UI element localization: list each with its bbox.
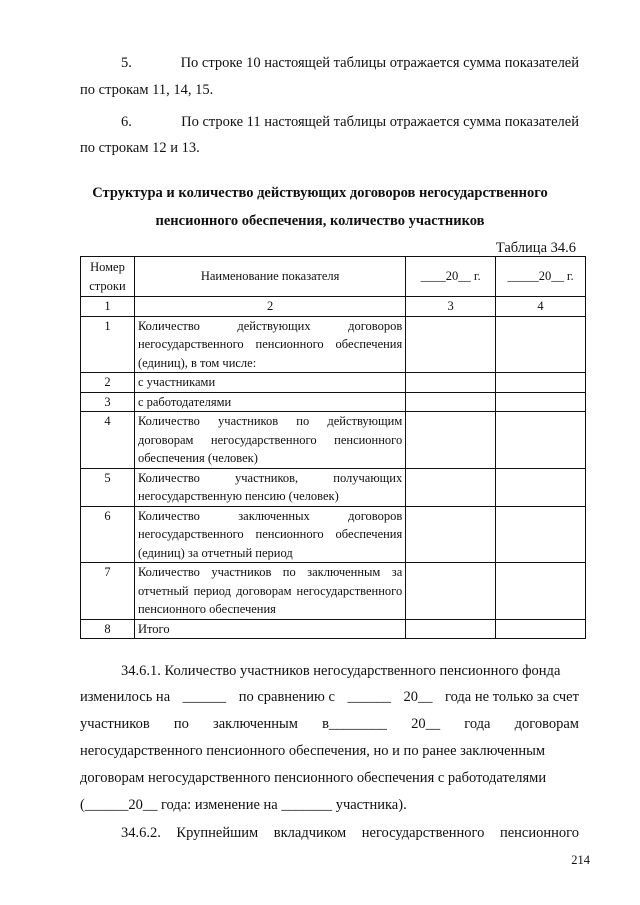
para-text: негосударственного пенсионного обеспечения, но и по ранее заключенным [80,743,546,759]
row-value-year-2 [496,316,586,373]
para-text: 34.6.1. Количество участников негосударственного пенсионного фонда [121,663,561,679]
row-value-year-1 [406,506,496,563]
table-header-row [81,257,586,297]
row-number: 6 [81,506,135,563]
row-indicator: Количество участников по действующим договорам негосударственного пенсионного обеспечения (человек) [134,412,405,469]
row-value-year-1 [406,373,496,393]
row-number: 8 [81,619,135,639]
paragraph-5-line1 [121,53,579,73]
paragraph-text: По строке 10 настоящей таблицы отражается сумма показателей [180,55,579,71]
para-3461-line4 [80,741,579,761]
year-blank: 20__ [411,716,441,732]
table-row [81,392,586,412]
para-text: договорам негосударственного пенсионного обеспечения с работодателями [80,770,547,786]
word: года не только за счет [445,689,579,705]
header-year-2: _____20__ г. [496,257,586,297]
indicators-table [80,256,586,639]
para-3461-line5 [80,768,579,788]
row-number: 3 [81,392,135,412]
word: заключенным [213,716,298,732]
para-3462-line1 [121,823,579,843]
row-indicator: Итого [134,619,405,639]
row-number: 5 [81,468,135,506]
para-3461-line6: (______20__ года: изменение на _______ участника). [80,797,407,813]
word: изменилось на [80,689,171,705]
word: по сравнению с [238,689,335,705]
word: по [173,716,189,732]
column-number-row [81,297,586,317]
word: вкладчиком [273,825,347,841]
row-value-year-1 [406,392,496,412]
row-indicator: Количество заключенных договоров негосударственного пенсионного обеспечения (единиц) за отчетный период [134,506,405,563]
row-value-year-2 [496,563,586,620]
row-indicator: Количество участников по заключенным за отчетный период договорам негосударственного пенсионного обеспечения [134,563,405,620]
para-3461-line1 [121,661,579,681]
year-blank: 20__ [403,689,433,705]
paragraph-text: По строке 11 настоящей таблицы отражается сумма показателей [181,114,579,130]
table-title-line1: Структура и количество действующих договоров негосударственного [92,185,548,201]
row-value-year-1 [406,468,496,506]
column-number: 2 [134,297,405,317]
table-title-line2: пенсионного обеспечения, количество участников [155,213,485,229]
row-value-year-2 [496,506,586,563]
row-indicator: с работодателями [134,392,405,412]
row-value-year-1 [406,316,496,373]
row-value-year-1 [406,563,496,620]
column-number: 4 [496,297,586,317]
row-value-year-2 [496,468,586,506]
table-row [81,563,586,620]
word: договорам [514,716,579,732]
row-number: 7 [81,563,135,620]
header-indicator-name: Наименование показателя [134,257,405,297]
para-3461-line3 [80,714,579,734]
header-year-1: ____20__ г. [406,257,496,297]
row-value-year-2 [496,373,586,393]
row-value-year-2 [496,619,586,639]
page-number: 214 [571,853,590,867]
row-number: 1 [81,316,135,373]
paragraph-5-line2: по строкам 11, 14, 15. [80,82,214,98]
paragraph-6-line2: по строкам 12 и 13. [80,140,200,156]
row-indicator: Количество действующих договоров негосударственного пенсионного обеспечения (единиц), в том числе: [134,316,405,373]
table-row [81,373,586,393]
column-number: 1 [81,297,135,317]
word: 34.6.2. [121,825,161,841]
table-row [81,412,586,469]
column-number: 3 [406,297,496,317]
table-row [81,619,586,639]
paragraph-number: 6. [121,114,132,130]
blank: ______ [182,689,227,705]
word: участников [80,716,150,732]
word: пенсионного [499,825,579,841]
row-value-year-1 [406,619,496,639]
blank: в________ [322,716,387,732]
row-indicator: Количество участников, получающих негосударственную пенсию (человек) [134,468,405,506]
table-caption: Таблица 34.6 [495,240,576,256]
table-row [81,468,586,506]
word: года [464,716,491,732]
word: Крупнейшим [176,825,259,841]
table-row [81,506,586,563]
row-number: 4 [81,412,135,469]
row-value-year-1 [406,412,496,469]
paragraph-number: 5. [121,55,132,71]
paragraph-6-line1 [121,112,579,132]
row-indicator: с участниками [134,373,405,393]
row-value-year-2 [496,392,586,412]
word: негосударственного [361,825,485,841]
table-row [81,316,586,373]
row-value-year-2 [496,412,586,469]
para-3461-line2 [80,687,579,707]
row-number: 2 [81,373,135,393]
header-row-number: Номер строки [81,257,135,297]
blank: ______ [347,689,391,705]
